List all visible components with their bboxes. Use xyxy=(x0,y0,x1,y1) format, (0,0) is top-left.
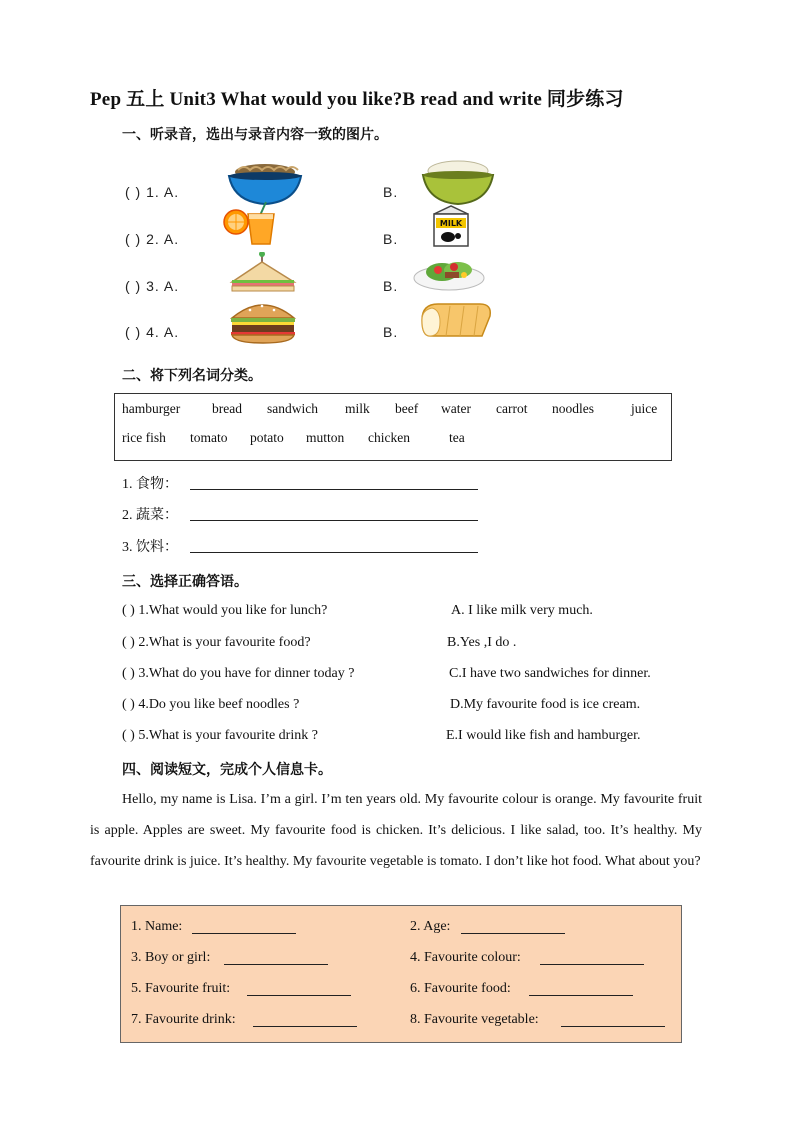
word: tomato xyxy=(190,430,228,445)
page-title: Pep 五上 Unit3 What would you like?B read and write 同步练习 xyxy=(90,89,624,110)
answer-option: D.My favourite food is ice cream. xyxy=(450,697,641,712)
word: beef xyxy=(395,401,419,416)
section1-heading: 一、听录音，选出与录音内容一致的图片。 xyxy=(122,127,388,143)
answer-line[interactable] xyxy=(190,538,478,553)
row1-label-a: ( ) 1. A. xyxy=(125,184,180,200)
row4-label-b: B. xyxy=(383,324,399,340)
card-field-label: 3. Boy or girl: xyxy=(131,950,211,965)
word: water xyxy=(441,401,471,416)
card-field-label: 1. Name: xyxy=(131,919,183,934)
question: ( ) 5.What is your favourite drink ? xyxy=(122,728,318,743)
word: potato xyxy=(250,430,284,445)
word: juice xyxy=(631,401,658,416)
card-field-label: 8. Favourite vegetable: xyxy=(410,1012,539,1027)
salad-icon xyxy=(412,250,486,292)
reading-passage: Hello, my name is Lisa. I’m a girl. I’m ten years old. My favourite colour is orange. My favourite fruit is apple. Apples are sweet. My favourite food is chicken. It’s delicious. I like salad, too. It’s healthy. My favourite drink is juice. It’s healthy. My favourite vegetable is tomato. I don’t like hot food. What about you? xyxy=(90,792,702,869)
word: sandwich xyxy=(267,401,318,416)
bread-icon xyxy=(416,296,494,342)
word: hamburger xyxy=(122,401,181,416)
card-blank[interactable] xyxy=(540,952,644,965)
section3-heading: 三、选择正确答语。 xyxy=(122,574,248,590)
row3-label-a: ( ) 3. A. xyxy=(125,278,180,294)
card-blank[interactable] xyxy=(529,983,633,996)
answer-line[interactable] xyxy=(190,475,478,490)
question: ( ) 2.What is your favourite food? xyxy=(122,635,311,650)
section2-heading: 二、将下列名词分类。 xyxy=(122,368,262,384)
card-field-label: 6. Favourite food: xyxy=(410,981,511,996)
milk-label: MILK xyxy=(439,219,463,228)
word: mutton xyxy=(306,430,345,445)
card-field-label: 4. Favourite colour: xyxy=(410,950,521,965)
row2-label-b: B. xyxy=(383,231,399,247)
answer-option: E.I would like fish and hamburger. xyxy=(446,728,641,743)
word: carrot xyxy=(496,401,528,416)
card-blank[interactable] xyxy=(253,1014,357,1027)
row2-label-a: ( ) 2. A. xyxy=(125,231,180,247)
milk-carton-icon xyxy=(428,204,474,248)
sandwich-icon xyxy=(228,252,298,292)
row4-label-a: ( ) 4. A. xyxy=(125,324,180,340)
card-blank[interactable] xyxy=(561,1014,665,1027)
category-label: 3. 饮料： xyxy=(122,540,178,555)
card-blank[interactable] xyxy=(247,983,351,996)
answer-option: A. I like milk very much. xyxy=(451,603,593,618)
word: rice fish xyxy=(122,430,166,445)
card-field-label: 5. Favourite fruit: xyxy=(131,981,231,996)
answer-option: C.I have two sandwiches for dinner. xyxy=(449,666,651,681)
row1-label-b: B. xyxy=(383,184,399,200)
orange-juice-icon xyxy=(222,200,280,246)
word: noodles xyxy=(552,401,594,416)
card-blank[interactable] xyxy=(192,921,296,934)
category-label: 2. 蔬菜： xyxy=(122,508,178,523)
word: chicken xyxy=(368,430,410,445)
word: milk xyxy=(345,401,370,416)
category-label: 1. 食物： xyxy=(122,477,178,492)
rice-bowl-icon xyxy=(420,158,496,206)
question: ( ) 3.What do you have for dinner today ? xyxy=(122,666,355,681)
card-field-label: 2. Age: xyxy=(410,919,451,934)
card-blank[interactable] xyxy=(461,921,565,934)
question: ( ) 4.Do you like beef noodles ? xyxy=(122,697,300,712)
section4-heading: 四、阅读短文，完成个人信息卡。 xyxy=(122,762,332,778)
question: ( ) 1.What would you like for lunch? xyxy=(122,603,328,618)
word: tea xyxy=(449,430,465,445)
answer-option: B.Yes ,I do . xyxy=(447,635,517,650)
answer-line[interactable] xyxy=(190,506,478,521)
card-blank[interactable] xyxy=(224,952,328,965)
word: bread xyxy=(212,401,242,416)
hamburger-icon xyxy=(228,298,298,344)
card-field-label: 7. Favourite drink: xyxy=(131,1012,236,1027)
row3-label-b: B. xyxy=(383,278,399,294)
